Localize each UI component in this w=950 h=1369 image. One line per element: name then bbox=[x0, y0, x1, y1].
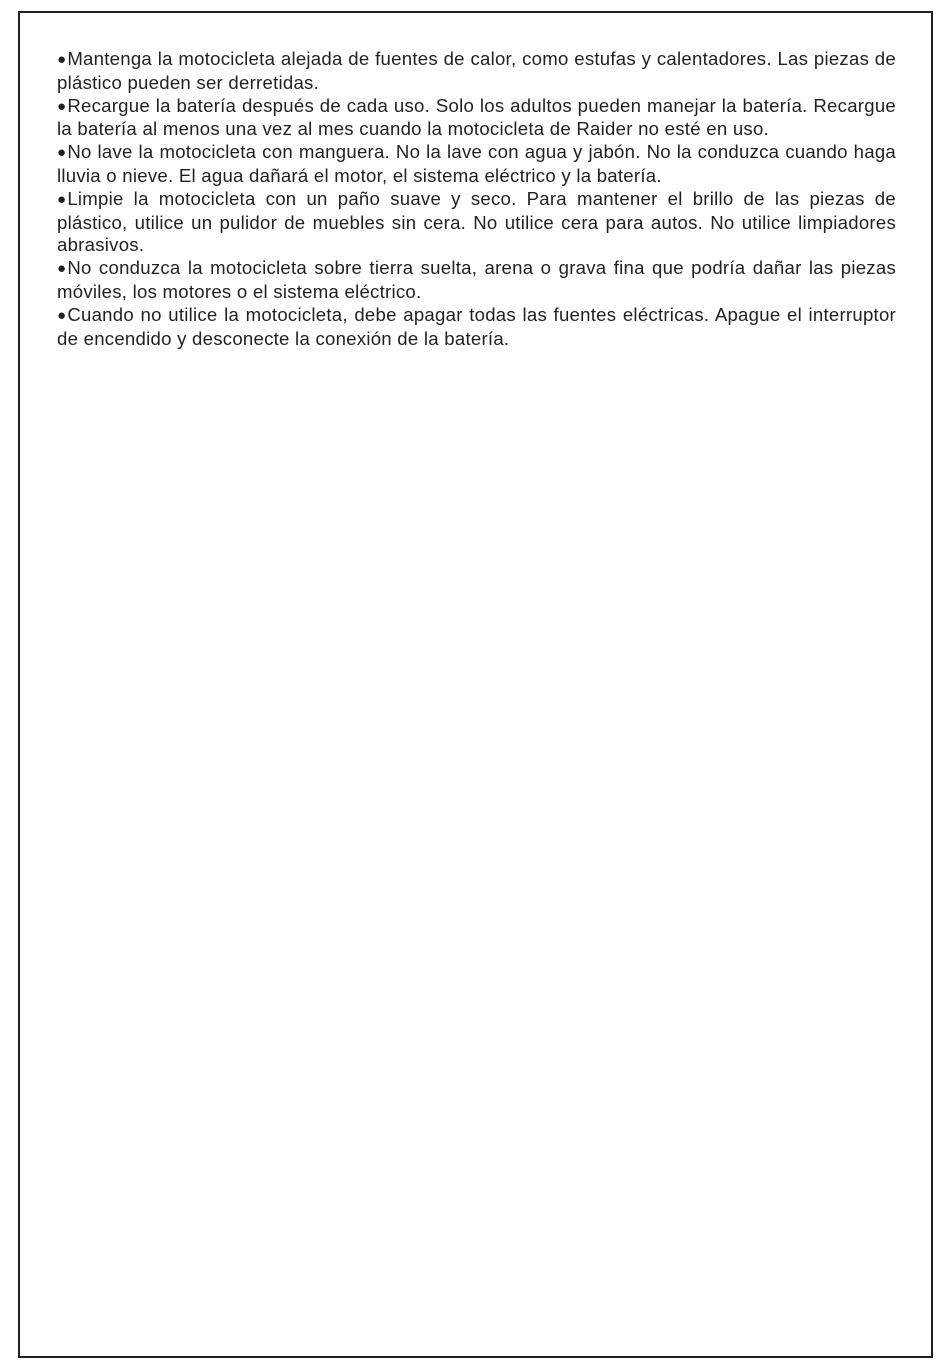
list-item bbox=[57, 48, 896, 95]
list-item-text: No lave la motocicleta con manguera. No la lave con agua y jabón. No la conduzca cuando haga lluvia o nieve. El agua dañará el motor, el sistema eléctrico y la batería. bbox=[57, 141, 896, 186]
list-item bbox=[57, 304, 896, 351]
list-item-text: Recargue la batería después de cada uso. Solo los adultos pueden manejar la batería. Recargue la batería al menos una vez al mes cuando la motocicleta de Raider no esté en uso. bbox=[57, 94, 896, 140]
bullet-icon: ● bbox=[57, 51, 67, 68]
list-item-text: Cuando no utilice la motocicleta, debe apagar todas las fuentes eléctricas. Apague el interruptor de encendido y desconecte la conexión de la batería. bbox=[57, 303, 896, 349]
list-item bbox=[57, 257, 896, 304]
list-item bbox=[57, 141, 896, 188]
bullet-icon: ● bbox=[57, 306, 67, 324]
list-item-text: Limpie la motocicleta con un paño suave y seco. Para mantener el brillo de las piezas de plástico, utilice un pulidor de muebles sin cera. No utilice cera para autos. No utilice limpiadores abrasivos. bbox=[57, 187, 896, 256]
list-item-text: Mantenga la motocicleta alejada de fuentes de calor, como estufas y calentadores. Las piezas de plástico pueden ser derretidas. bbox=[57, 48, 896, 93]
list-item-text: No conduzca la motocicleta sobre tierra suelta, arena o grava fina que podría dañar las piezas móviles, los motores o el sistema eléctrico. bbox=[57, 257, 896, 302]
bullet-icon: ● bbox=[57, 97, 67, 115]
list-item bbox=[57, 95, 896, 142]
list-item bbox=[57, 188, 896, 257]
bullet-icon: ● bbox=[57, 190, 67, 208]
bullet-icon: ● bbox=[57, 260, 67, 278]
maintenance-instructions-list bbox=[57, 48, 896, 350]
bullet-icon: ● bbox=[57, 144, 67, 162]
